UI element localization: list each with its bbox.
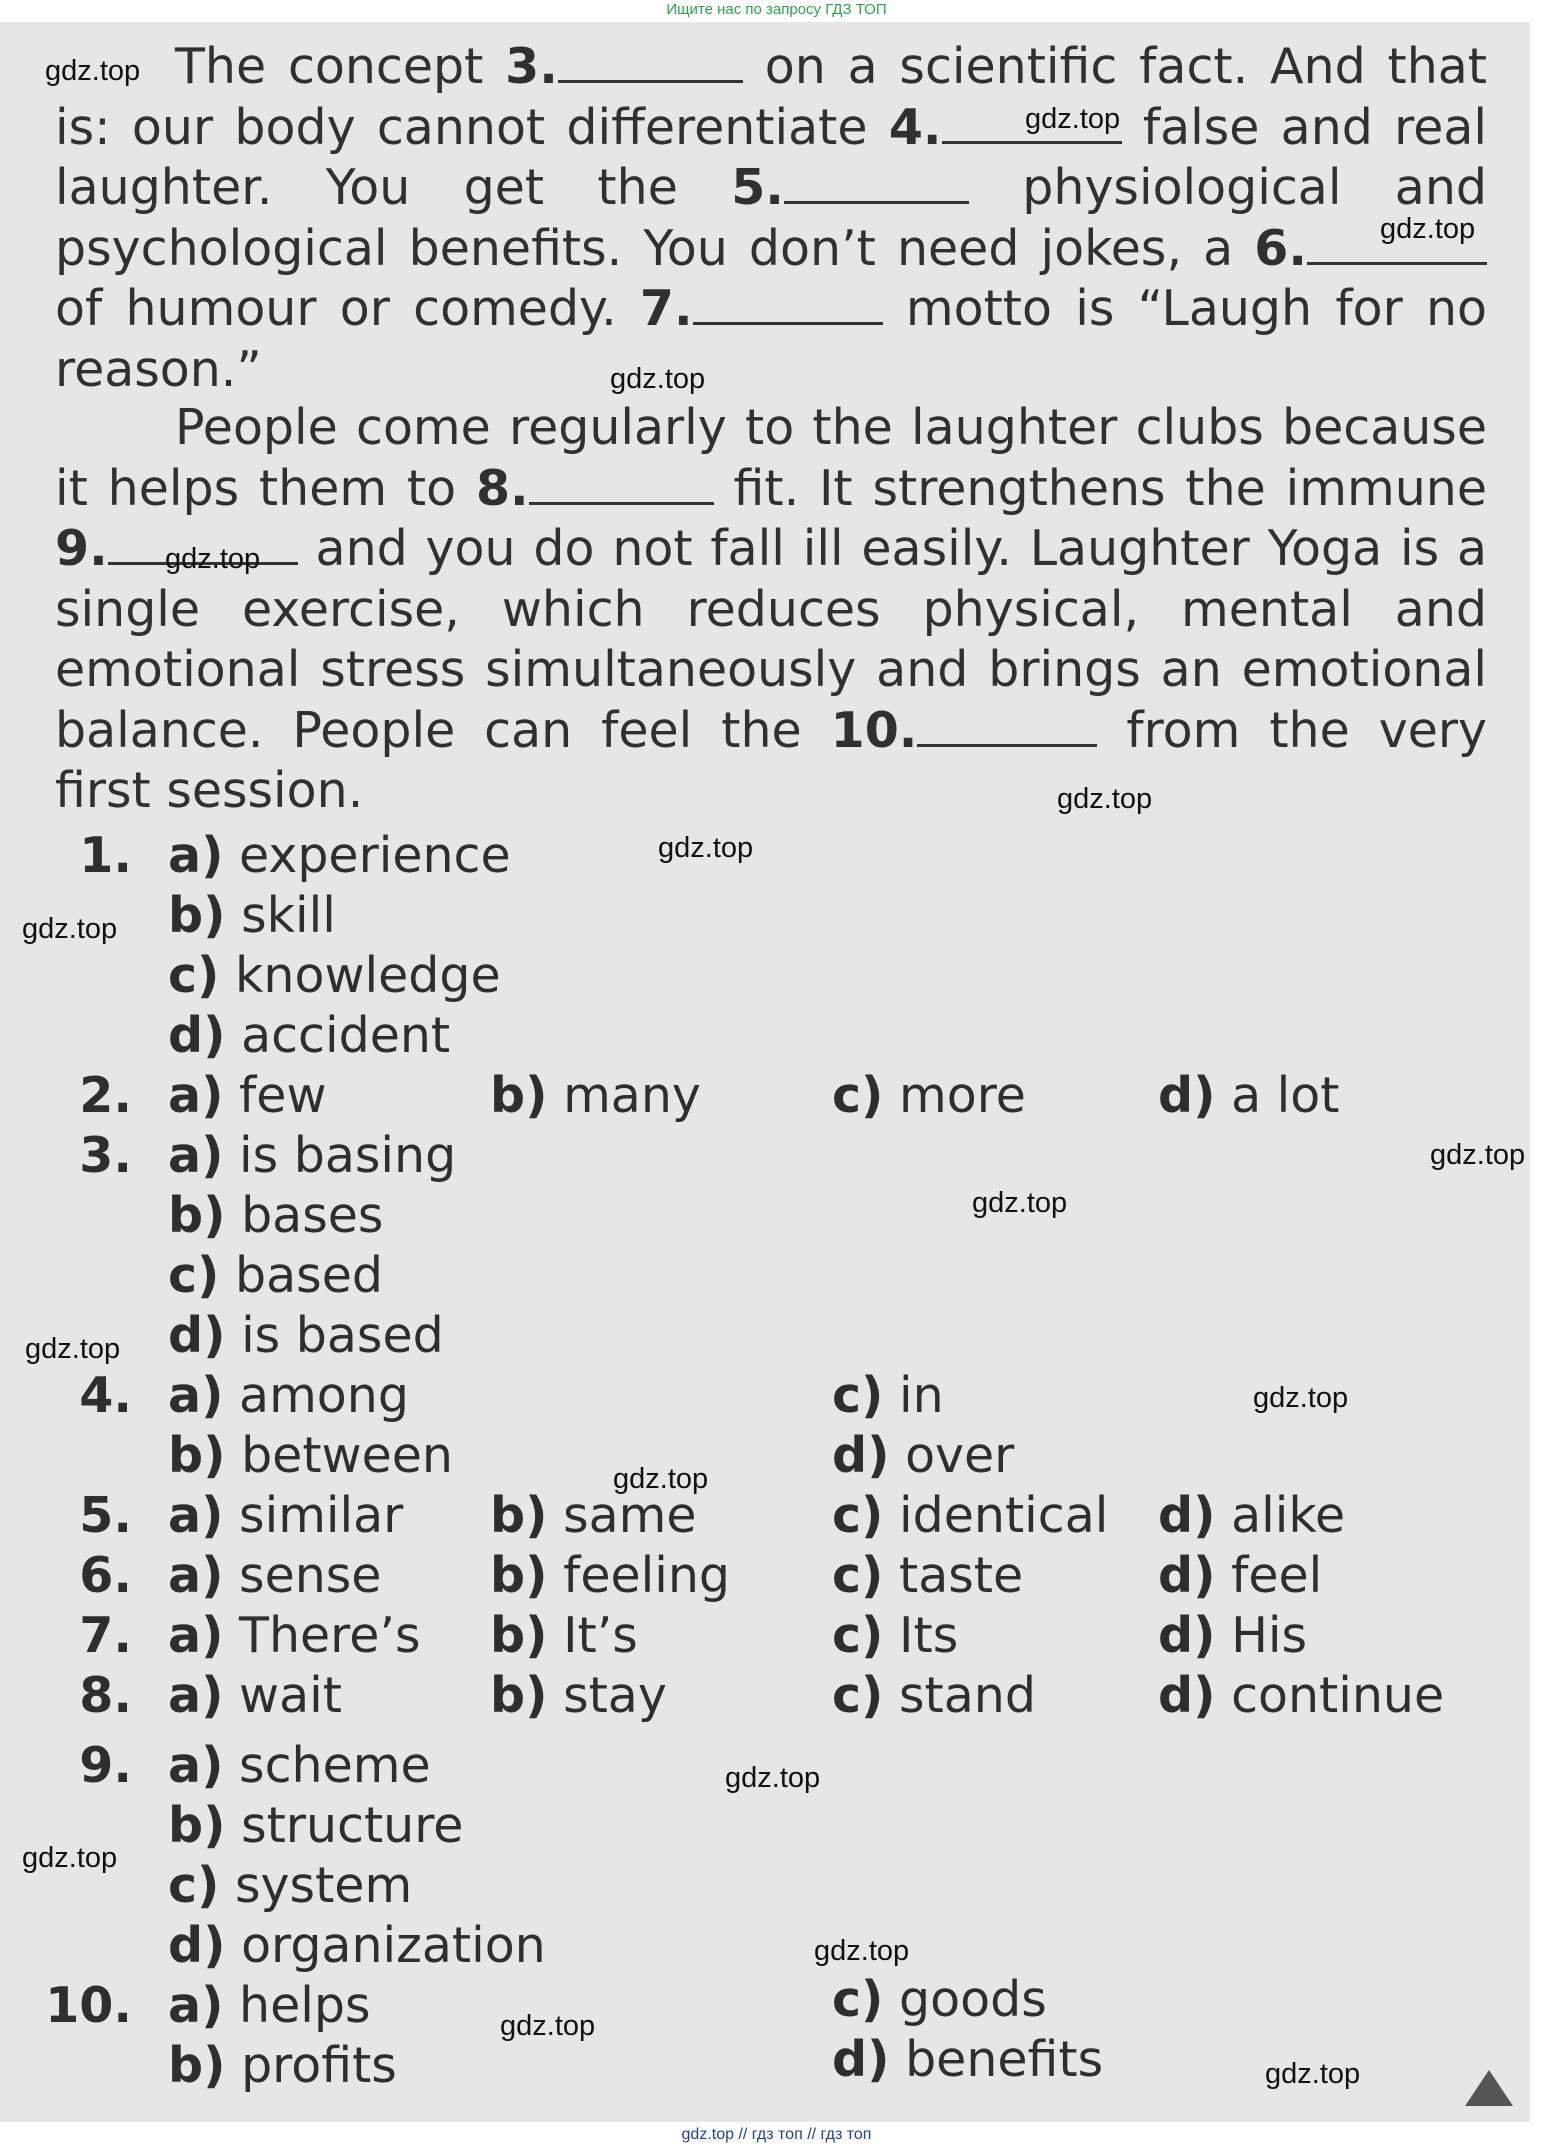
passage-text: from the very first session.: [55, 701, 1487, 819]
option-text: a lot: [1231, 1067, 1340, 1124]
page-edge: [1530, 22, 1553, 2122]
watermark-label: gdz.top: [658, 832, 754, 864]
watermark-label: gdz.top: [25, 1333, 121, 1365]
option-text: wait: [239, 1667, 342, 1724]
option-3d[interactable]: [168, 1306, 444, 1366]
option-text: few: [239, 1067, 327, 1124]
option-text: identical: [899, 1487, 1109, 1544]
option-letter: c): [832, 1487, 884, 1544]
option-3a[interactable]: [168, 1126, 456, 1186]
passage-text: false and real laughter. You get the: [55, 98, 1487, 216]
option-text: over: [905, 1427, 1015, 1484]
option-text: knowledge: [235, 947, 501, 1004]
option-text: same: [563, 1487, 697, 1544]
option-text: experience: [239, 827, 511, 884]
watermark-label: gdz.top: [1057, 783, 1153, 815]
option-7b[interactable]: [490, 1606, 638, 1666]
option-8b[interactable]: [490, 1666, 667, 1726]
question-number: 5.: [79, 1487, 132, 1544]
option-text: sense: [239, 1547, 382, 1604]
watermark-label: gdz.top: [45, 55, 141, 87]
option-7d[interactable]: [1158, 1606, 1307, 1666]
option-letter: b): [168, 1427, 226, 1484]
option-6d[interactable]: [1158, 1546, 1322, 1606]
gap-number-4: 4.: [888, 98, 942, 156]
option-6a[interactable]: [168, 1546, 381, 1606]
option-10d[interactable]: [832, 2030, 1103, 2090]
option-letter: c): [832, 1607, 884, 1664]
option-text: in: [899, 1367, 944, 1424]
watermark-label: gdz.top: [165, 543, 261, 575]
option-text: Its: [899, 1607, 959, 1664]
watermark-label: gdz.top: [1253, 1382, 1349, 1414]
passage-text: on a scientific fact. And that is: our body cannot differentiate: [55, 38, 1488, 156]
option-letter: d): [1158, 1067, 1216, 1124]
option-letter: d): [1158, 1487, 1216, 1544]
passage-text: People come regularly to the laughter clubs because it helps them to: [55, 399, 1487, 517]
question-number: 6.: [79, 1547, 132, 1604]
option-text: is basing: [239, 1127, 457, 1184]
option-letter: a): [168, 1067, 224, 1124]
option-letter: d): [1158, 1667, 1216, 1724]
gap-blank-5: [784, 161, 969, 204]
option-text: There’s: [239, 1607, 421, 1664]
option-text: among: [239, 1367, 409, 1424]
option-4a[interactable]: [168, 1366, 409, 1426]
gap-blank-10: [917, 704, 1097, 747]
option-letter: c): [832, 1547, 884, 1604]
passage-paragraph-1: [55, 37, 1487, 400]
gap-number-8: 8.: [475, 459, 529, 517]
question-number: 10.: [45, 1977, 132, 2034]
option-8c[interactable]: [832, 1666, 1036, 1726]
gap-number-9: 9.: [55, 520, 108, 577]
option-5c[interactable]: [832, 1486, 1108, 1546]
watermark-label: gdz.top: [1265, 2058, 1361, 2090]
option-text: His: [1231, 1607, 1308, 1664]
question-number: 3.: [79, 1127, 132, 1184]
option-text: structure: [241, 1797, 464, 1854]
passage-text: physiological and psychological benefits. You don’t need jokes, a: [55, 159, 1487, 277]
option-letter: c): [168, 947, 220, 1004]
triangle-icon: [1465, 2070, 1513, 2106]
gap-blank-8: [529, 462, 714, 505]
option-text: taste: [899, 1547, 1024, 1604]
option-letter: c): [168, 1857, 220, 1914]
option-2c[interactable]: [832, 1066, 1026, 1126]
option-letter: b): [168, 1797, 226, 1854]
option-letter: d): [832, 1427, 890, 1484]
gap-blank-7: [693, 282, 883, 325]
option-4d[interactable]: [832, 1426, 1014, 1486]
gap-number-10: 10.: [830, 701, 918, 759]
option-text: similar: [239, 1487, 404, 1544]
gap-number-5: 5.: [731, 159, 784, 216]
watermark-label: gdz.top: [500, 2010, 596, 2042]
option-text: based: [235, 1247, 383, 1304]
option-10a[interactable]: [168, 1976, 371, 2036]
option-text: helps: [239, 1977, 371, 2034]
gap-number-7: 7.: [639, 280, 693, 337]
option-1b[interactable]: [168, 886, 336, 946]
option-text: continue: [1231, 1667, 1445, 1724]
option-letter: a): [168, 1367, 224, 1424]
option-letter: b): [490, 1487, 548, 1544]
question-number: 7.: [79, 1607, 132, 1664]
option-letter: c): [832, 1667, 884, 1724]
question-number: 2.: [79, 1067, 132, 1124]
bottom-banner[interactable]: gdz.top // гдз топ // гдз топ: [0, 2122, 1553, 2151]
option-1c[interactable]: [168, 946, 501, 1006]
option-text: between: [241, 1427, 453, 1484]
option-letter: a): [168, 1737, 224, 1794]
option-letter: d): [168, 1917, 226, 1974]
option-text: more: [899, 1067, 1026, 1124]
option-letter: b): [490, 1067, 548, 1124]
option-text: goods: [899, 1971, 1047, 2028]
option-9d[interactable]: [168, 1916, 546, 1976]
option-letter: a): [168, 1127, 224, 1184]
watermark-label: gdz.top: [725, 1762, 821, 1794]
question-number: 1.: [79, 827, 132, 884]
option-text: feeling: [563, 1547, 730, 1604]
question-number: 8.: [79, 1667, 132, 1724]
option-text: It’s: [563, 1607, 638, 1664]
option-letter: a): [168, 827, 224, 884]
option-text: benefits: [905, 2031, 1104, 2088]
option-3c[interactable]: [168, 1246, 383, 1306]
option-text: alike: [1231, 1487, 1346, 1544]
gap-blank-3: [558, 40, 743, 83]
option-text: stand: [899, 1667, 1036, 1724]
option-text: system: [235, 1857, 413, 1914]
watermark-label: gdz.top: [1025, 103, 1121, 135]
option-letter: b): [490, 1607, 548, 1664]
option-7c[interactable]: [832, 1606, 958, 1666]
option-4b[interactable]: [168, 1426, 453, 1486]
gap-number-3: 3.: [505, 38, 558, 95]
option-text: many: [563, 1067, 701, 1124]
option-letter: b): [490, 1547, 548, 1604]
option-8a[interactable]: [168, 1666, 342, 1726]
option-2b[interactable]: [490, 1066, 701, 1126]
option-3b[interactable]: [168, 1186, 383, 1246]
option-letter: d): [832, 2031, 890, 2088]
passage-text: and you do not fall ill easily. Laughter Yoga is a single exercise, which reduces physical, mental and emotional stress simultaneously and brings an emotional balance. People can feel the: [55, 520, 1487, 759]
option-letter: a): [168, 1607, 224, 1664]
question-number: 4.: [79, 1367, 132, 1424]
passage-text: The concept: [175, 38, 506, 95]
option-letter: b): [168, 1187, 226, 1244]
option-letter: d): [1158, 1607, 1216, 1664]
passage-text: of humour or comedy.: [55, 280, 640, 337]
option-5a[interactable]: [168, 1486, 403, 1546]
option-letter: a): [168, 1977, 224, 2034]
gap-number-6: 6.: [1254, 219, 1307, 277]
option-letter: c): [832, 1971, 884, 2028]
passage-text: fit. It strengthens the immune: [713, 459, 1487, 517]
watermark-label: gdz.top: [1430, 1139, 1526, 1171]
option-6b[interactable]: [490, 1546, 730, 1606]
option-4c[interactable]: [832, 1366, 944, 1426]
watermark-label: gdz.top: [1380, 213, 1476, 245]
passage-text: motto is “Laugh for no reason.”: [55, 280, 1488, 398]
watermark-label: gdz.top: [22, 1842, 118, 1874]
question-number: 9.: [79, 1737, 132, 1794]
watermark-label: gdz.top: [22, 913, 118, 945]
option-letter: a): [168, 1547, 224, 1604]
option-letter: d): [1158, 1547, 1216, 1604]
option-10b[interactable]: [168, 2036, 397, 2096]
option-letter: b): [490, 1667, 548, 1724]
top-banner[interactable]: Ищите нас по запросу ГДЗ ТОП: [0, 0, 1553, 22]
option-letter: b): [168, 2037, 226, 2094]
option-8d[interactable]: [1158, 1666, 1444, 1726]
watermark-label: gdz.top: [972, 1187, 1068, 1219]
option-1d[interactable]: [168, 1006, 450, 1066]
option-9a[interactable]: [168, 1736, 431, 1796]
option-text: feel: [1231, 1547, 1323, 1604]
option-9c[interactable]: [168, 1856, 412, 1916]
option-letter: d): [168, 1007, 226, 1064]
option-letter: c): [168, 1247, 220, 1304]
option-text: profits: [241, 2037, 397, 2094]
option-letter: a): [168, 1487, 224, 1544]
watermark-label: gdz.top: [613, 1463, 709, 1495]
option-text: bases: [241, 1187, 384, 1244]
watermark-label: gdz.top: [814, 1935, 910, 1967]
option-2a[interactable]: [168, 1066, 327, 1126]
option-text: skill: [241, 887, 336, 944]
passage-paragraph-2: [55, 398, 1487, 822]
option-2d[interactable]: [1158, 1066, 1339, 1126]
option-text: organization: [241, 1917, 546, 1974]
option-10c[interactable]: [832, 1970, 1047, 2030]
option-text: stay: [563, 1667, 667, 1724]
option-letter: a): [168, 1667, 224, 1724]
option-letter: c): [832, 1367, 884, 1424]
option-1a[interactable]: [168, 826, 511, 886]
option-text: is based: [241, 1307, 444, 1364]
option-letter: c): [832, 1067, 884, 1124]
option-6c[interactable]: [832, 1546, 1023, 1606]
option-9b[interactable]: [168, 1796, 463, 1856]
option-5d[interactable]: [1158, 1486, 1345, 1546]
option-letter: d): [168, 1307, 226, 1364]
option-7a[interactable]: [168, 1606, 421, 1666]
option-text: scheme: [239, 1737, 431, 1794]
option-letter: b): [168, 887, 226, 944]
watermark-label: gdz.top: [610, 363, 706, 395]
option-text: accident: [241, 1007, 451, 1064]
